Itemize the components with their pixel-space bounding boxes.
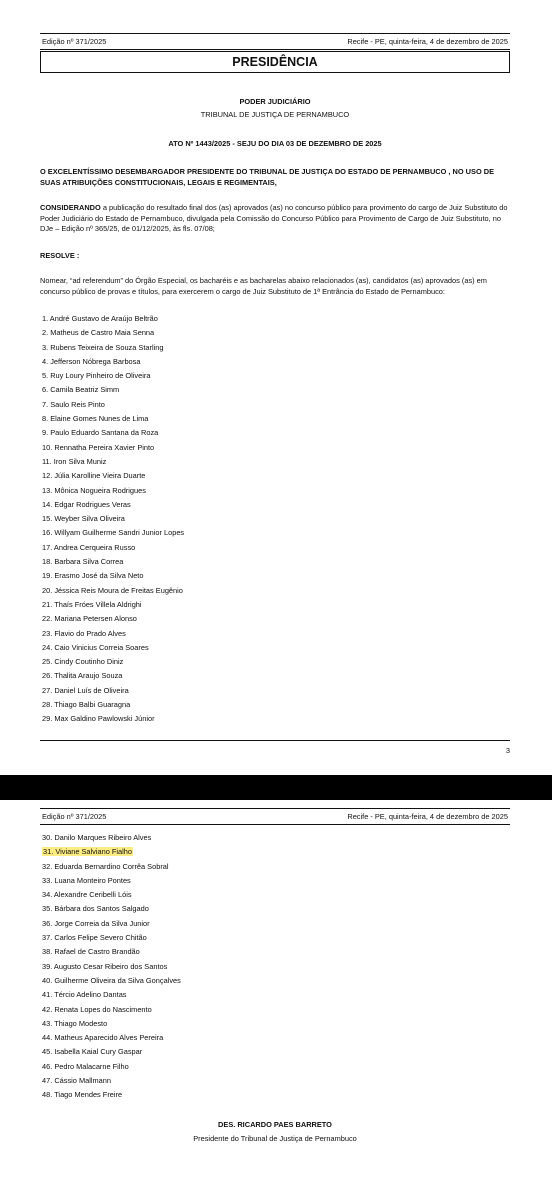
list-item: 19. Erasmo José da Silva Neto bbox=[42, 571, 144, 581]
section-title: PRESIDÊNCIA bbox=[40, 51, 510, 73]
highlighted-name: 31. Viviane Salviano Fialho bbox=[43, 847, 133, 857]
org-title: PODER JUDICIÁRIO bbox=[239, 97, 311, 106]
list-item: 22. Mariana Petersen Alonso bbox=[42, 614, 137, 624]
list-item: 15. Weyber Silva Oliveira bbox=[42, 514, 125, 524]
list-item: 23. Flavio do Prado Alves bbox=[42, 628, 126, 638]
page-number: 3 bbox=[505, 746, 510, 755]
list-item: 3. Rubens Teixeira de Souza Starling bbox=[42, 342, 164, 352]
list-item: 44. Matheus Aparecido Alves Pereira bbox=[42, 1033, 164, 1043]
list-item: 17. Andrea Cerqueira Russo bbox=[42, 542, 136, 552]
list-item: 41. Tércio Adelino Dantas bbox=[42, 990, 127, 1000]
list-item: 24. Caio Vinicius Correia Soares bbox=[42, 642, 149, 652]
list-item: 7. Saulo Reis Pinto bbox=[42, 399, 105, 409]
list-item: 35. Bárbara dos Santos Salgado bbox=[42, 904, 149, 914]
list-item-highlighted bbox=[42, 845, 181, 859]
list-item: 48. Tiago Mendes Freire bbox=[42, 1090, 123, 1100]
list-item: 14. Edgar Rodrigues Veras bbox=[42, 499, 131, 509]
considerando-text: a publicação do resultado final dos (as) aprovados (as) no concurso público para provimento do cargo de Juiz Substituto do Poder Judiciário do Estado de Pernambuco, divulgada pela Comissão do Concurso Público para Provimento de Cargo de Juiz Substituto, no DJe – Edição nº 365/25, de 01/12/2025, às fls. 07/08; bbox=[40, 203, 508, 233]
list-item: 26. Thalita Araujo Souza bbox=[42, 671, 123, 681]
signature-name: DES. RICARDO PAES BARRETO bbox=[218, 1120, 332, 1129]
considerando-label: CONSIDERANDO bbox=[40, 203, 101, 212]
edition-label: Edição nº 371/2025 bbox=[42, 812, 107, 821]
list-item: 20. Jéssica Reis Moura de Freitas Eugênio bbox=[42, 585, 183, 595]
considerando-paragraph bbox=[40, 203, 512, 235]
list-item: 38. Rafael de Castro Brandão bbox=[42, 947, 140, 957]
list-item: 29. Max Galdino Pawlowski Júnior bbox=[42, 714, 155, 724]
list-item: 6. Camila Beatriz Simm bbox=[42, 385, 120, 395]
act-title: ATO Nº 1443/2025 - SEJU DO DIA 03 DE DEZEMBRO DE 2025 bbox=[168, 139, 382, 148]
list-item: 37. Carlos Felipe Severo Chitão bbox=[42, 933, 147, 943]
list-item: 28. Thiago Balbi Guaragna bbox=[42, 700, 131, 710]
nomination-paragraph: Nomear, “ad referendum” do Órgão Especial, os bacharéis e as bacharelas abaixo relacionados (as), candidatos (as) aprovados (as) em concurso público de provas e títulos, para exercerem o cargo de Juiz Substituto de 1ª Entrância do Estado de Pernambuco: bbox=[40, 276, 487, 296]
list-item: 1. André Gustavo de Araújo Beltrão bbox=[42, 314, 158, 323]
document-page-2 bbox=[0, 800, 552, 1200]
list-item: 13. Mônica Nogueira Rodrigues bbox=[42, 485, 146, 495]
list-item: 46. Pedro Malacarne Filho bbox=[42, 1061, 129, 1071]
list-item: 9. Paulo Eduardo Santana da Roza bbox=[42, 428, 159, 438]
list-item: 32. Eduarda Bernardino Corrêa Sobral bbox=[42, 861, 169, 871]
preamble: O EXCELENTÍSSIMO DESEMBARGADOR PRESIDENTE DO TRIBUNAL DE JUSTIÇA DO ESTADO DE PERNAMBUCO , NO USO DE SUAS ATRIBUIÇÕES CONSTITUCIONAIS, LEGAIS E REGIMENTAIS, bbox=[40, 167, 495, 187]
list-item: 33. Luana Monteiro Pontes bbox=[42, 875, 131, 885]
names-list-page-2 bbox=[42, 831, 181, 1103]
footer-divider bbox=[40, 740, 510, 741]
list-item: 40. Guilherme Oliveira da Silva Gonçalves bbox=[42, 975, 181, 985]
list-item: 25. Cindy Coutinho Diniz bbox=[42, 657, 124, 667]
list-item: 10. Rennatha Pereira Xavier Pinto bbox=[42, 442, 155, 452]
list-item: 21. Thaís Fróes Villela Aldrighi bbox=[42, 599, 142, 609]
signature-title: Presidente do Tribunal de Justiça de Pernambuco bbox=[193, 1134, 357, 1143]
list-item: 8. Elaine Gomes Nunes de Lima bbox=[42, 414, 149, 424]
page-header bbox=[40, 808, 510, 825]
court-title: TRIBUNAL DE JUSTIÇA DE PERNAMBUCO bbox=[200, 110, 350, 119]
list-item: 39. Augusto Cesar Ribeiro dos Santos bbox=[42, 961, 168, 971]
list-item: 30. Danilo Marques Ribeiro Alves bbox=[42, 833, 152, 842]
list-item: 5. Ruy Loury Pinheiro de Oliveira bbox=[42, 371, 151, 381]
list-item: 36. Jorge Correia da Silva Junior bbox=[42, 918, 150, 928]
page-header bbox=[40, 33, 510, 50]
list-item: 34. Alexandre Ceribelli Lóis bbox=[42, 890, 132, 900]
list-item: 43. Thiago Modesto bbox=[42, 1018, 108, 1028]
list-item: 11. Iron Silva Muniz bbox=[42, 456, 107, 466]
location-date: Recife - PE, quinta-feira, 4 de dezembro de 2025 bbox=[347, 812, 508, 821]
list-item: 16. Willyam Guilherme Sandri Junior Lopes bbox=[42, 528, 185, 538]
list-item: 18. Barbara Silva Correa bbox=[42, 557, 124, 567]
list-item: 42. Renata Lopes do Nascimento bbox=[42, 1004, 152, 1014]
list-item: 12. Júlia Karolline Vieira Duarte bbox=[42, 471, 146, 481]
list-item: 4. Jefferson Nóbrega Barbosa bbox=[42, 356, 141, 366]
list-item: 45. Isabella Kaial Cury Gaspar bbox=[42, 1047, 143, 1057]
location-date: Recife - PE, quinta-feira, 4 de dezembro de 2025 bbox=[347, 37, 508, 46]
list-item: 2. Matheus de Castro Maia Senna bbox=[42, 328, 155, 338]
list-item: 27. Daniel Luís de Oliveira bbox=[42, 685, 129, 695]
resolve-label: RESOLVE : bbox=[40, 251, 80, 260]
list-item: 47. Cássio Mallmann bbox=[42, 1076, 112, 1086]
names-list-page-1 bbox=[42, 312, 184, 727]
edition-label: Edição nº 371/2025 bbox=[42, 37, 107, 46]
